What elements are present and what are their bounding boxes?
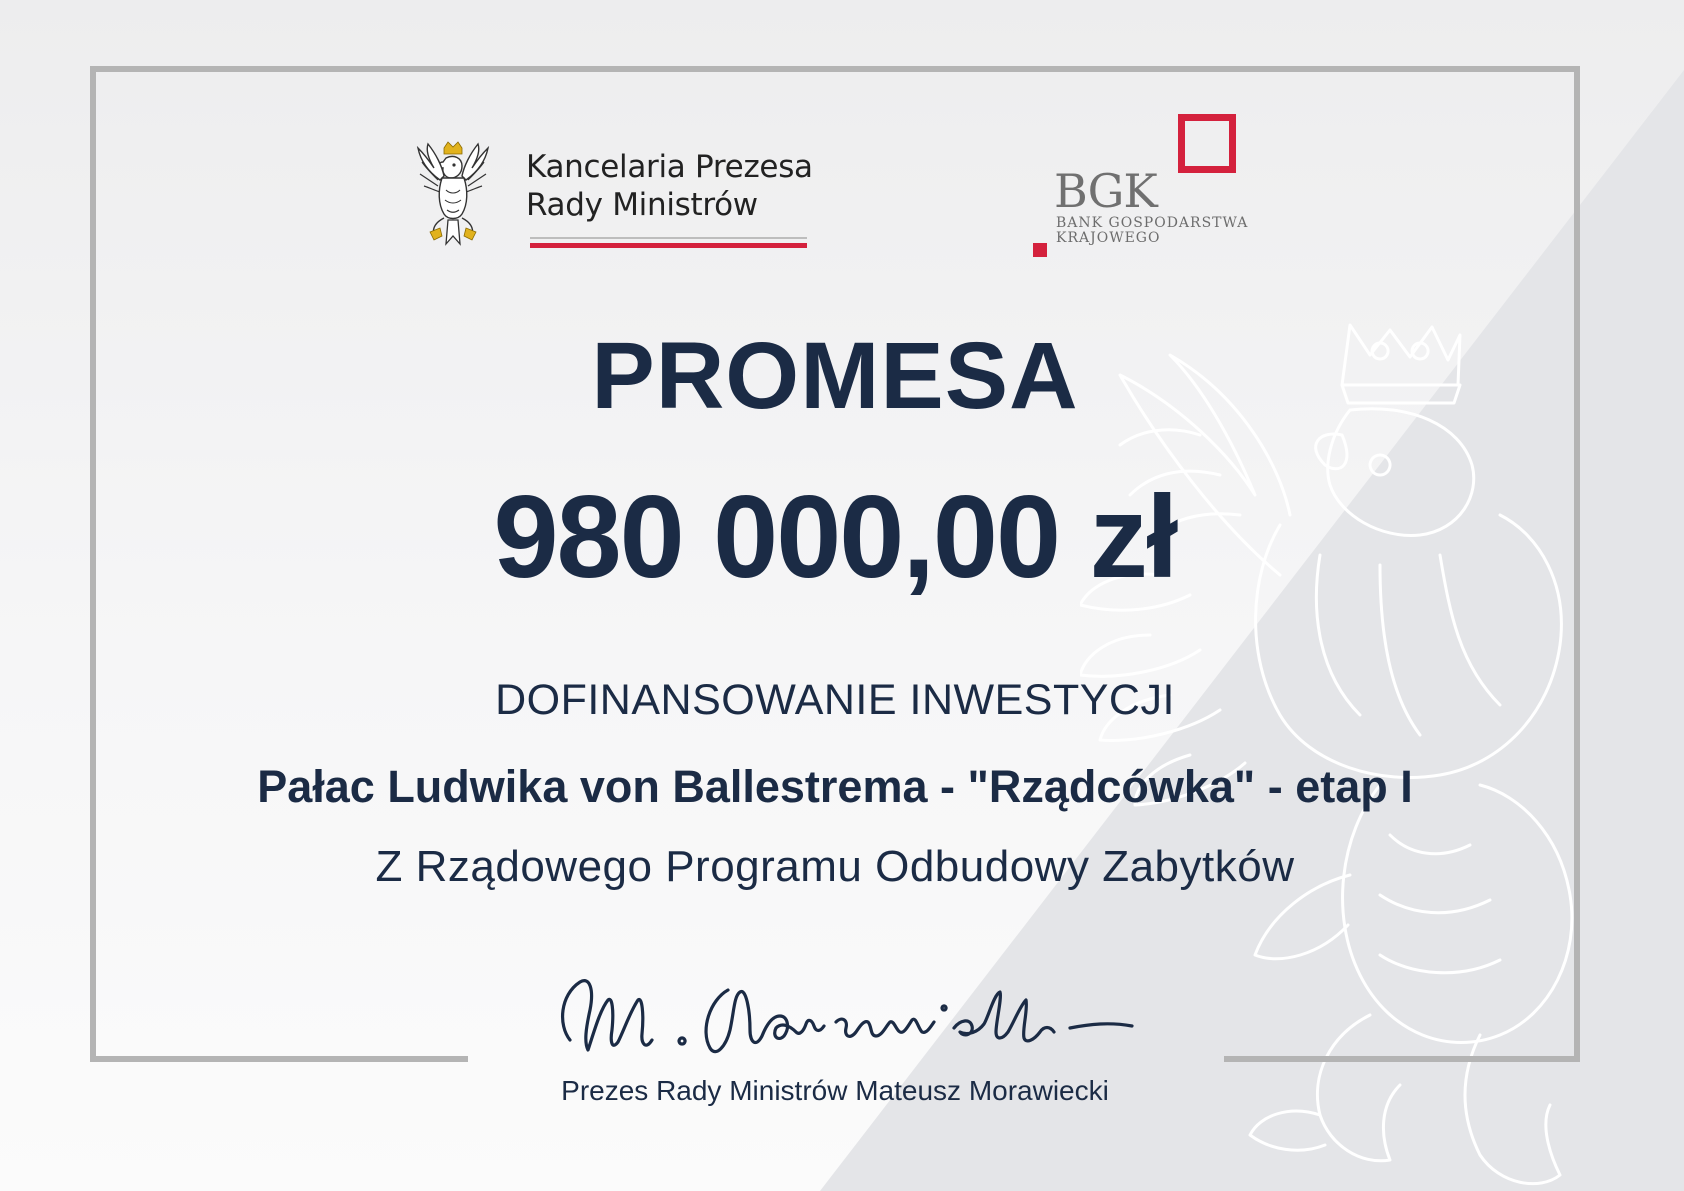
kprm-line-1: Kancelaria Prezesa <box>526 149 813 185</box>
kprm-grey-line <box>530 237 807 239</box>
bgk-sub-line-1: BANK GOSPODARSTWA <box>1056 215 1249 231</box>
signatory-name: Prezes Rady Ministrów Mateusz Morawiecki <box>561 1075 1109 1106</box>
kprm-name <box>526 148 813 224</box>
kprm-logo <box>416 140 816 252</box>
kprm-line-2: Rady Ministrów <box>526 187 758 223</box>
document-title: PROMESA <box>591 323 1079 429</box>
kprm-red-line <box>530 243 807 248</box>
frame-bottom-right <box>1224 1056 1580 1062</box>
bgk-subtitle <box>1056 216 1248 246</box>
frame-top <box>90 66 1580 72</box>
bgk-name: BGK <box>1054 164 1157 218</box>
bgk-square-icon <box>1178 114 1236 173</box>
frame-right <box>1574 66 1580 1062</box>
bgk-logo <box>1030 110 1250 260</box>
amount: 980 000,00 zł <box>493 471 1177 602</box>
frame-bottom-left <box>90 1056 468 1062</box>
funding-label: DOFINANSOWANIE INWESTYCJI <box>495 676 1175 724</box>
program-name: Z Rządowego Programu Odbudowy Zabytków <box>375 842 1295 891</box>
project-name: Pałac Ludwika von Ballestrema - "Rządcówka" - etap I <box>257 761 1413 812</box>
bgk-sub-line-2: KRAJOWEGO <box>1056 230 1161 246</box>
signature-icon <box>550 970 1140 1080</box>
bgk-dot-icon <box>1033 243 1047 257</box>
polish-eagle-crest-icon <box>416 140 490 250</box>
